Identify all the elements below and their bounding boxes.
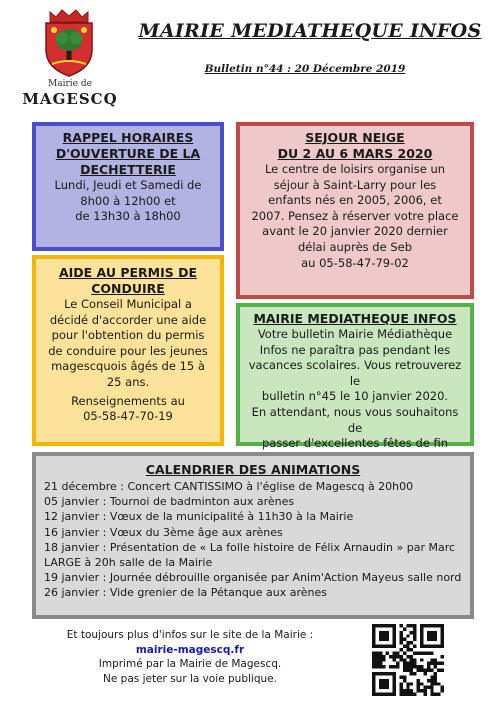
footer-line: Imprimé par la Mairie de Magescq. <box>98 658 282 670</box>
mairie-de-label: Mairie de <box>48 79 92 89</box>
dechetterie-title-3: DECHETTERIE <box>80 162 176 177</box>
coat-of-arms-icon <box>40 8 98 78</box>
dechetterie-title-1: RAPPEL HORAIRES <box>62 130 194 145</box>
event-item: 16 janvier : Vœux du 3ème âge aux arènes <box>44 525 283 539</box>
mediatheque-line: En attendant, nous vous souhaitons de <box>251 404 459 435</box>
mediatheque-line: Infos ne paraîtra pas pendant les <box>259 342 451 357</box>
footer-line: Ne pas jeter sur la voie publique. <box>103 672 277 685</box>
dechetterie-line: de 13h30 à 18h00 <box>75 209 181 224</box>
sejour-neige-box <box>236 122 474 299</box>
event-item: 12 janvier : Vœux de la municipalité à 11h30 à la Mairie <box>44 510 354 524</box>
sejour-neige-line: 2007. Pensez à réserver votre place <box>251 208 459 223</box>
event-item: 21 décembre : Concert CANTISSIMO à l'église de Magescq à 20h00 <box>44 480 414 493</box>
mediatheque-line: bulletin n°45 le 10 janvier 2020. <box>261 389 449 404</box>
sejour-neige-line: séjour à Saint-Larry pour les <box>273 177 437 192</box>
dechetterie-line: Lundi, Jeudi et Samedi de <box>54 178 202 192</box>
sejour-neige-phone: au 05-58-47-79-02 <box>301 255 409 270</box>
dechetterie-box <box>32 122 224 251</box>
permis-title-1: AIDE AU PERMIS DE <box>58 265 198 280</box>
mediatheque-line: vacances scolaires. Vous retrouverez le <box>248 358 462 388</box>
dechetterie-title-2: D'OUVERTURE DE LA <box>55 146 201 161</box>
permis-title-2: CONDUIRE <box>91 281 165 296</box>
permis-phone: 05-58-47-70-19 <box>83 409 173 424</box>
permis-line: 25 ans. <box>106 374 150 389</box>
bulletin-number: Bulletin n°44 : 20 Décembre 2019 <box>204 63 406 75</box>
permis-line: décidé d'accorder une aide <box>49 312 207 327</box>
town-name: MAGESCQ <box>22 90 118 108</box>
dechetterie-line: 8h00 à 12h00 et <box>80 193 176 208</box>
event-item: 05 janvier : Tournoi de badminton aux arènes <box>44 495 295 509</box>
permis-box <box>32 255 224 446</box>
permis-line: magescquois âgés de 15 à <box>51 359 205 374</box>
footer-line: Et toujours plus d'infos sur le site de la Mairie : <box>66 629 314 641</box>
mediatheque-box <box>236 303 474 451</box>
event-item: 26 janvier : Vide grenier de la Pétanque aux arènes <box>44 586 328 600</box>
calendrier-box <box>32 452 474 619</box>
sejour-neige-line: avant le 20 janvier 2020 dernier <box>262 224 448 239</box>
sejour-neige-line: Le centre de loisirs organise un <box>264 162 446 176</box>
sejour-neige-line: enfants nés en 2005, 2006, et <box>268 193 442 208</box>
qr-code-icon[interactable] <box>372 624 444 696</box>
footer <box>40 628 340 686</box>
permis-line: de conduire pour les jeunes <box>48 343 208 358</box>
sejour-neige-line: délai auprès de Seb <box>297 239 412 254</box>
calendrier-title: CALENDRIER DES ANIMATIONS <box>145 462 361 477</box>
event-item: 19 janvier : Journée débrouille organisée par Anim'Action Mayeus salle nord <box>44 571 462 585</box>
mediatheque-title: MAIRIE MEDIATHEQUE INFOS <box>253 311 457 326</box>
sejour-neige-title-1: SEJOUR NEIGE <box>305 130 405 145</box>
permis-contact-label: Renseignements au <box>71 393 185 408</box>
mediatheque-line: passer d'excellentes fêtes de fin <box>261 436 449 451</box>
page-title: MAIRIE MEDIATHEQUE INFOS <box>138 20 482 42</box>
permis-line: Le Conseil Municipal a <box>64 297 192 311</box>
permis-line: pour l'obtention du permis <box>51 328 205 343</box>
mediatheque-line: Votre bulletin Mairie Médiathèque <box>257 327 453 341</box>
sejour-neige-title-2: DU 2 AU 6 MARS 2020 <box>277 146 433 161</box>
site-link[interactable]: mairie-magescq.fr <box>135 643 245 656</box>
event-item: 18 janvier : Présentation de « La folle histoire de Félix Arnaudin » par Marc LARGE à 20h salle de la Mairie <box>44 540 456 570</box>
